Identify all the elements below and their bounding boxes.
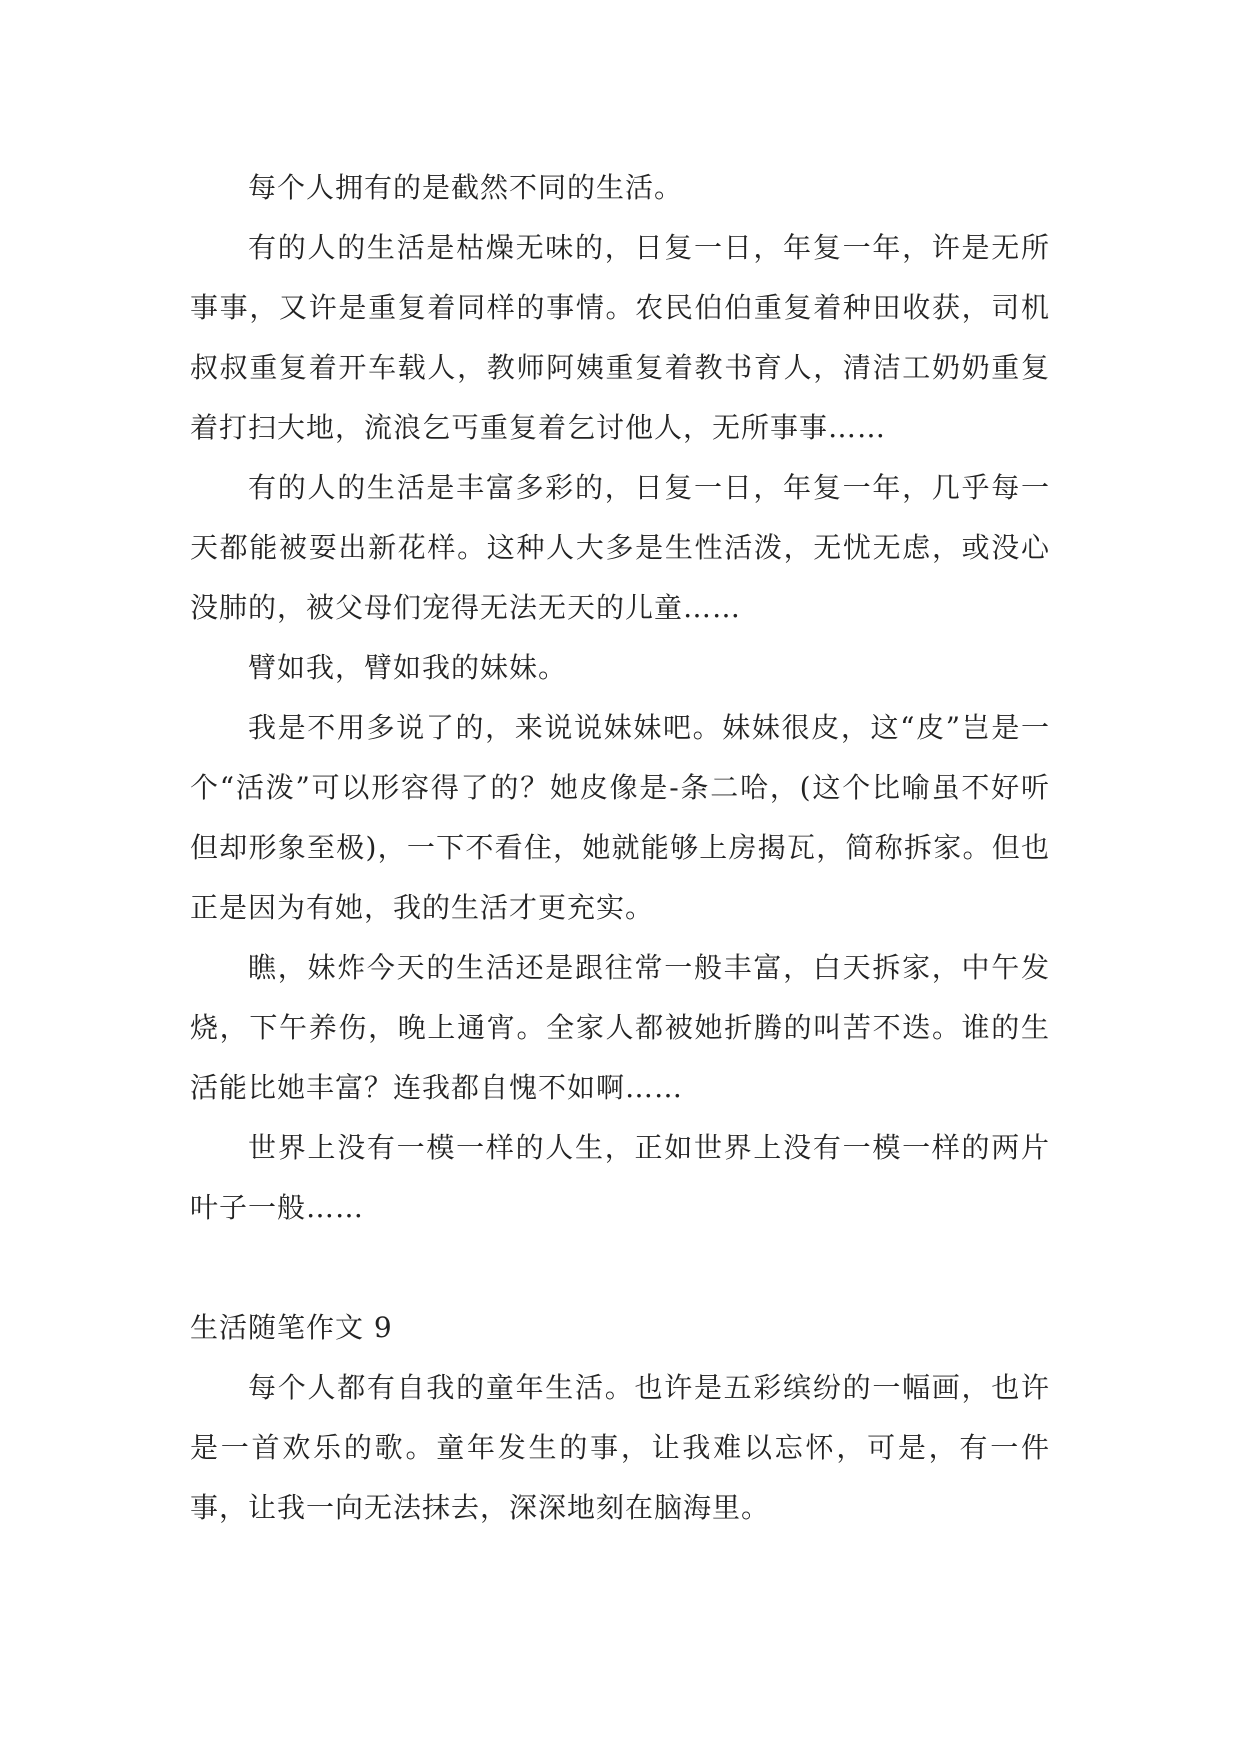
- paragraph: 每个人拥有的是截然不同的生活。: [248, 171, 684, 204]
- paragraph: 世界上没有一模一样的人生，正如世界上没有一模一样的两片叶子一般……: [190, 1131, 1050, 1224]
- paragraph: 臂如我，臂如我的妹妹。: [248, 651, 568, 684]
- paragraph: 有的人的生活是枯燥无味的，日复一日，年复一年，许是无所事事，又许是重复着同样的事情。农民伯伯重复着种田收获，司机叔叔重复着开车载人，教师阿姨重复着教书育人，清洁工奶奶重复着打扫大地，流浪乞丐重复着乞讨他人，无所事事……: [190, 231, 1050, 444]
- section-heading: 生活随笔作文 9: [190, 1311, 393, 1344]
- paragraph: 每个人都有自我的童年生活。也许是五彩缤纷的一幅画，也许是一首欢乐的歌。童年发生的事，让我难以忘怀，可是，有一件事，让我一向无法抹去，深深地刻在脑海里。: [190, 1371, 1050, 1524]
- paragraph: 有的人的生活是丰富多彩的，日复一日，年复一年，几乎每一天都能被耍出新花样。这种人大多是生性活泼，无忧无虑，或没心没肺的，被父母们宠得无法无天的儿童……: [190, 471, 1050, 624]
- paragraph: 我是不用多说了的，来说说妹妹吧。妹妹很皮，这“皮”岂是一个“活泼”可以形容得了的？她皮像是-条二哈，(这个比喻虽不好听但却形象至极)，一下不看住，她就能够上房揭瓦，简称拆家。但也正是因为有她，我的生活才更充实。: [190, 711, 1050, 924]
- document-page: [190, 158, 1050, 1538]
- section-spacer: [190, 1238, 1050, 1298]
- paragraph: 瞧，妹炸今天的生活还是跟往常一般丰富，白天拆家，中午发烧，下午养伤，晚上通宵。全家人都被她折腾的叫苦不迭。谁的生活能比她丰富？连我都自愧不如啊……: [190, 951, 1050, 1104]
